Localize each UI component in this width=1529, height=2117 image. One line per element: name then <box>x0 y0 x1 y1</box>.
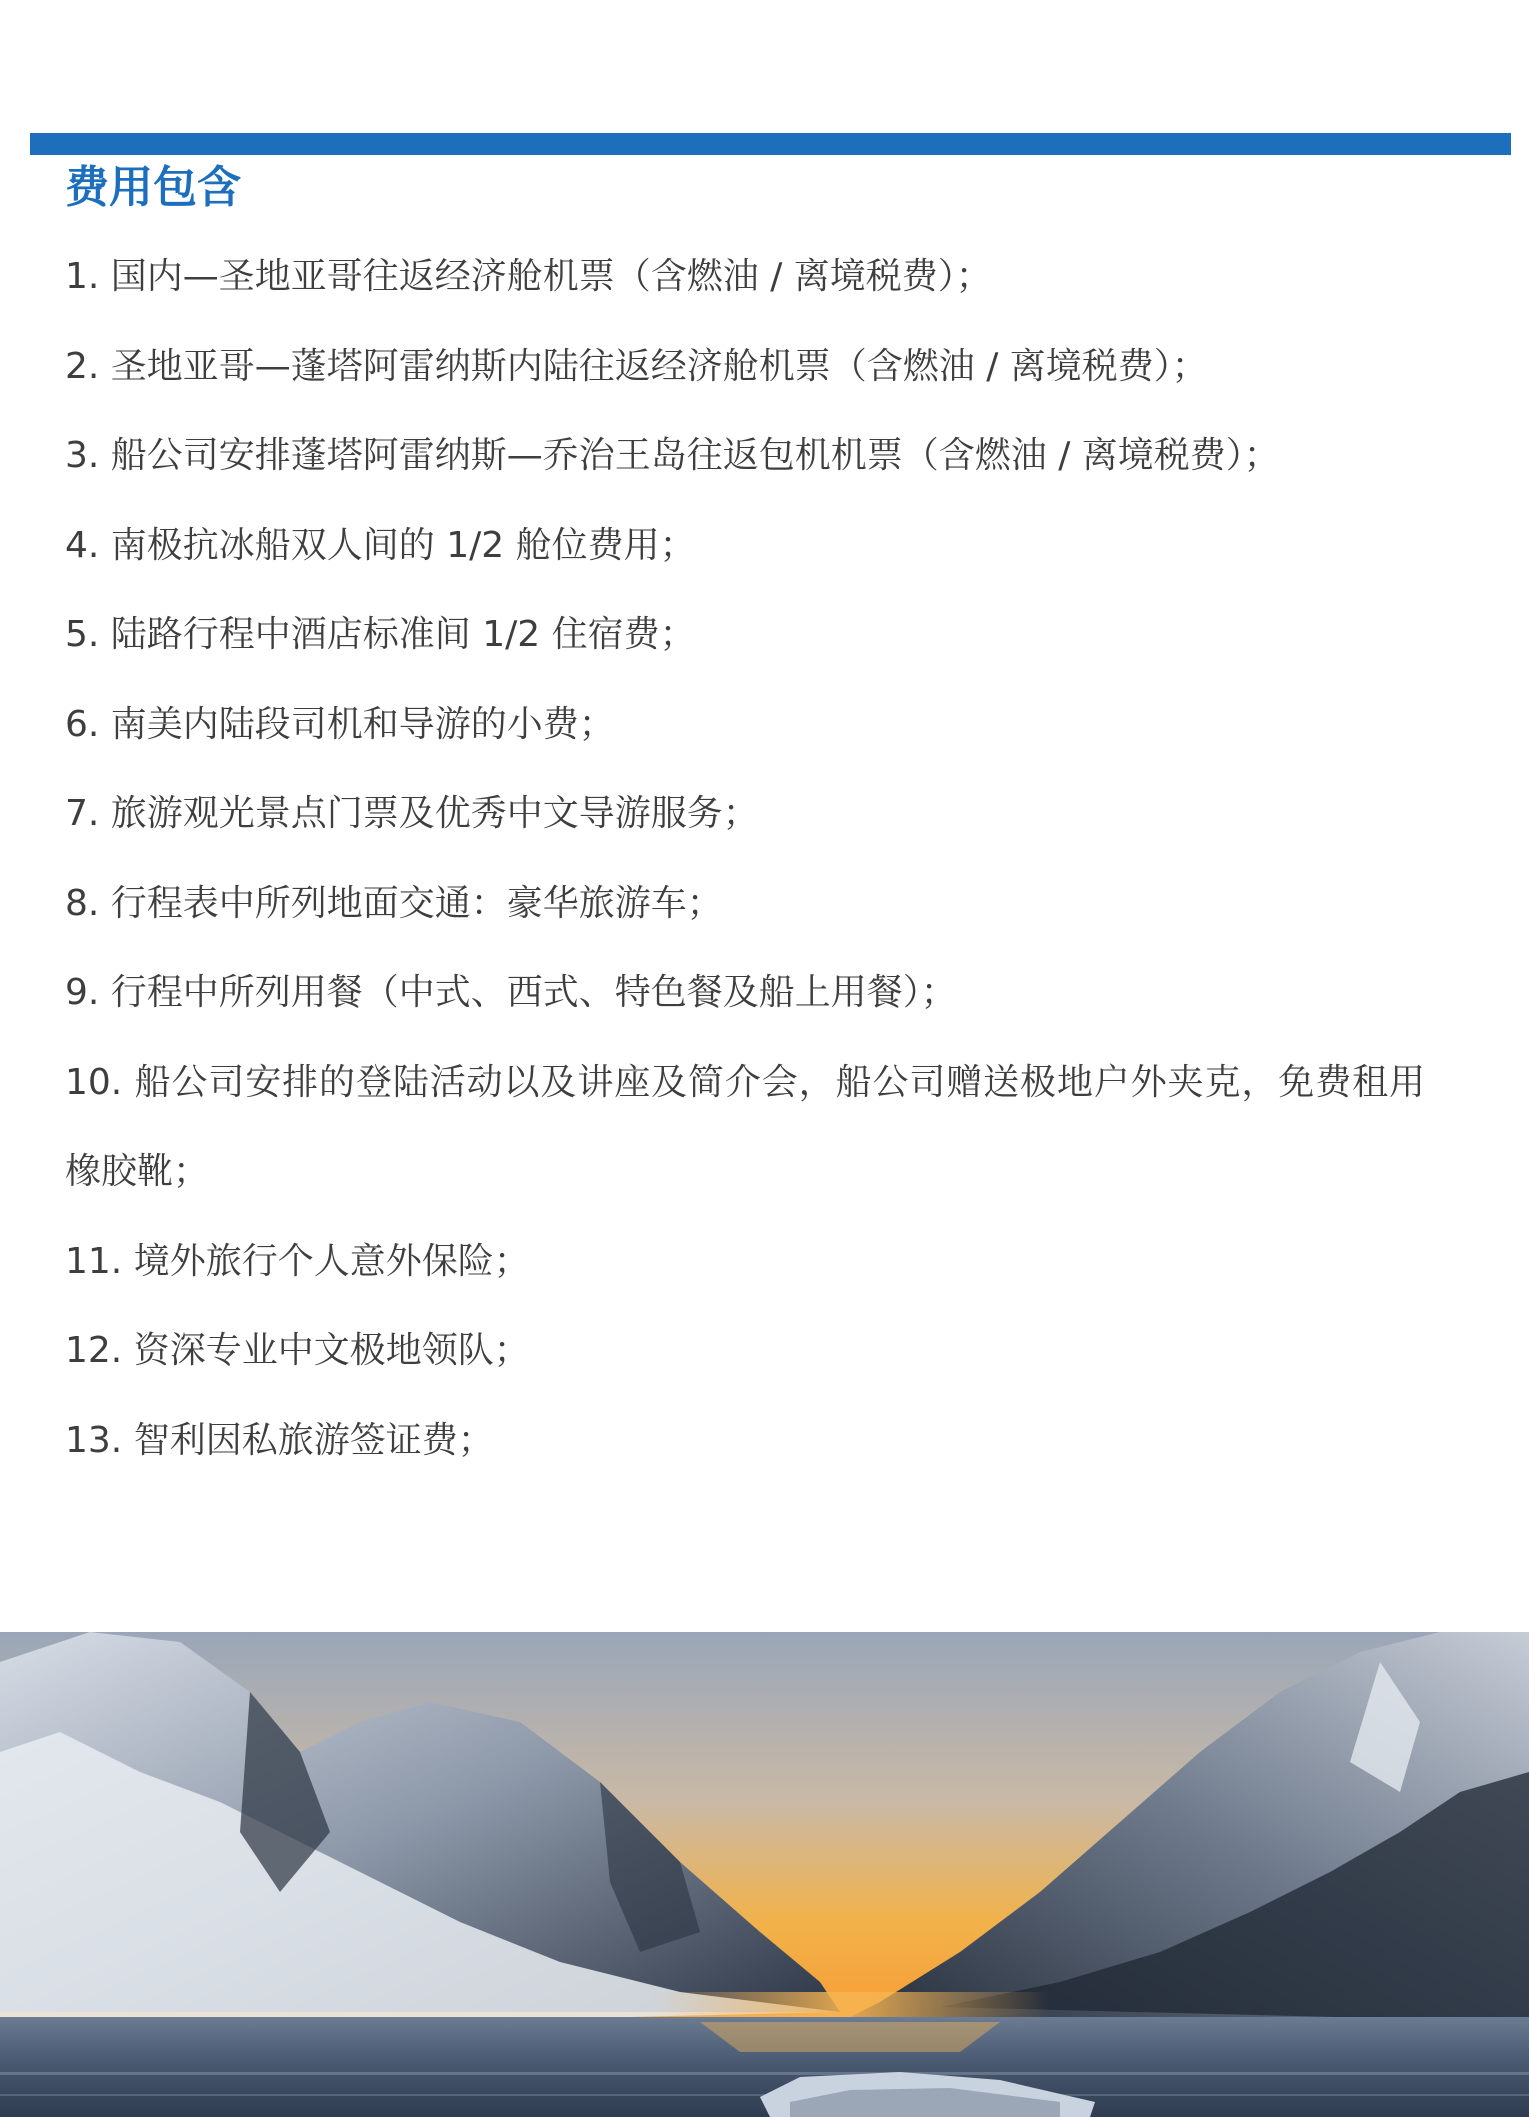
list-item: 12. 资深专业中文极地领队； <box>65 1330 530 1371</box>
list-item: 4. 南极抗冰船双人间的 1/2 舱位费用； <box>65 524 696 566</box>
section-title: 费用包含 <box>65 162 241 213</box>
list-item: 5. 陆路行程中酒店标准间 1/2 住宿费； <box>65 614 696 655</box>
list-item: 3. 船公司安排蓬塔阿雷纳斯—乔治王岛往返包机机票（含燃油 / 离境税费）； <box>65 435 1280 476</box>
list-item: 8. 行程表中所列地面交通：豪华旅游车； <box>65 882 723 924</box>
header-accent-bar <box>30 133 1511 155</box>
list-item: 11. 境外旅行个人意外保险； <box>65 1240 530 1282</box>
list-item: 2. 圣地亚哥—蓬塔阿雷纳斯内陆往返经济舱机票（含燃油 / 离境税费）； <box>65 345 1208 387</box>
list-item: 1. 国内—圣地亚哥往返经济舱机票（含燃油 / 离境税费）； <box>65 256 992 297</box>
fee-inclusion-list <box>65 232 1425 1485</box>
list-item: 7. 旅游观光景点门票及优秀中文导游服务； <box>65 793 759 834</box>
list-item: 10. 船公司安排的登陆活动以及讲座及简介会，船公司赠送极地户外夹克，免费租用橡胶靴； <box>65 1061 1425 1192</box>
list-item: 13. 智利因私旅游签证费； <box>65 1419 494 1461</box>
antarctic-fjord-sunset-photo <box>0 1632 1529 2117</box>
list-item: 6. 南美内陆段司机和导游的小费； <box>65 703 615 745</box>
list-item: 9. 行程中所列用餐（中式、西式、特色餐及船上用餐）； <box>65 972 957 1013</box>
